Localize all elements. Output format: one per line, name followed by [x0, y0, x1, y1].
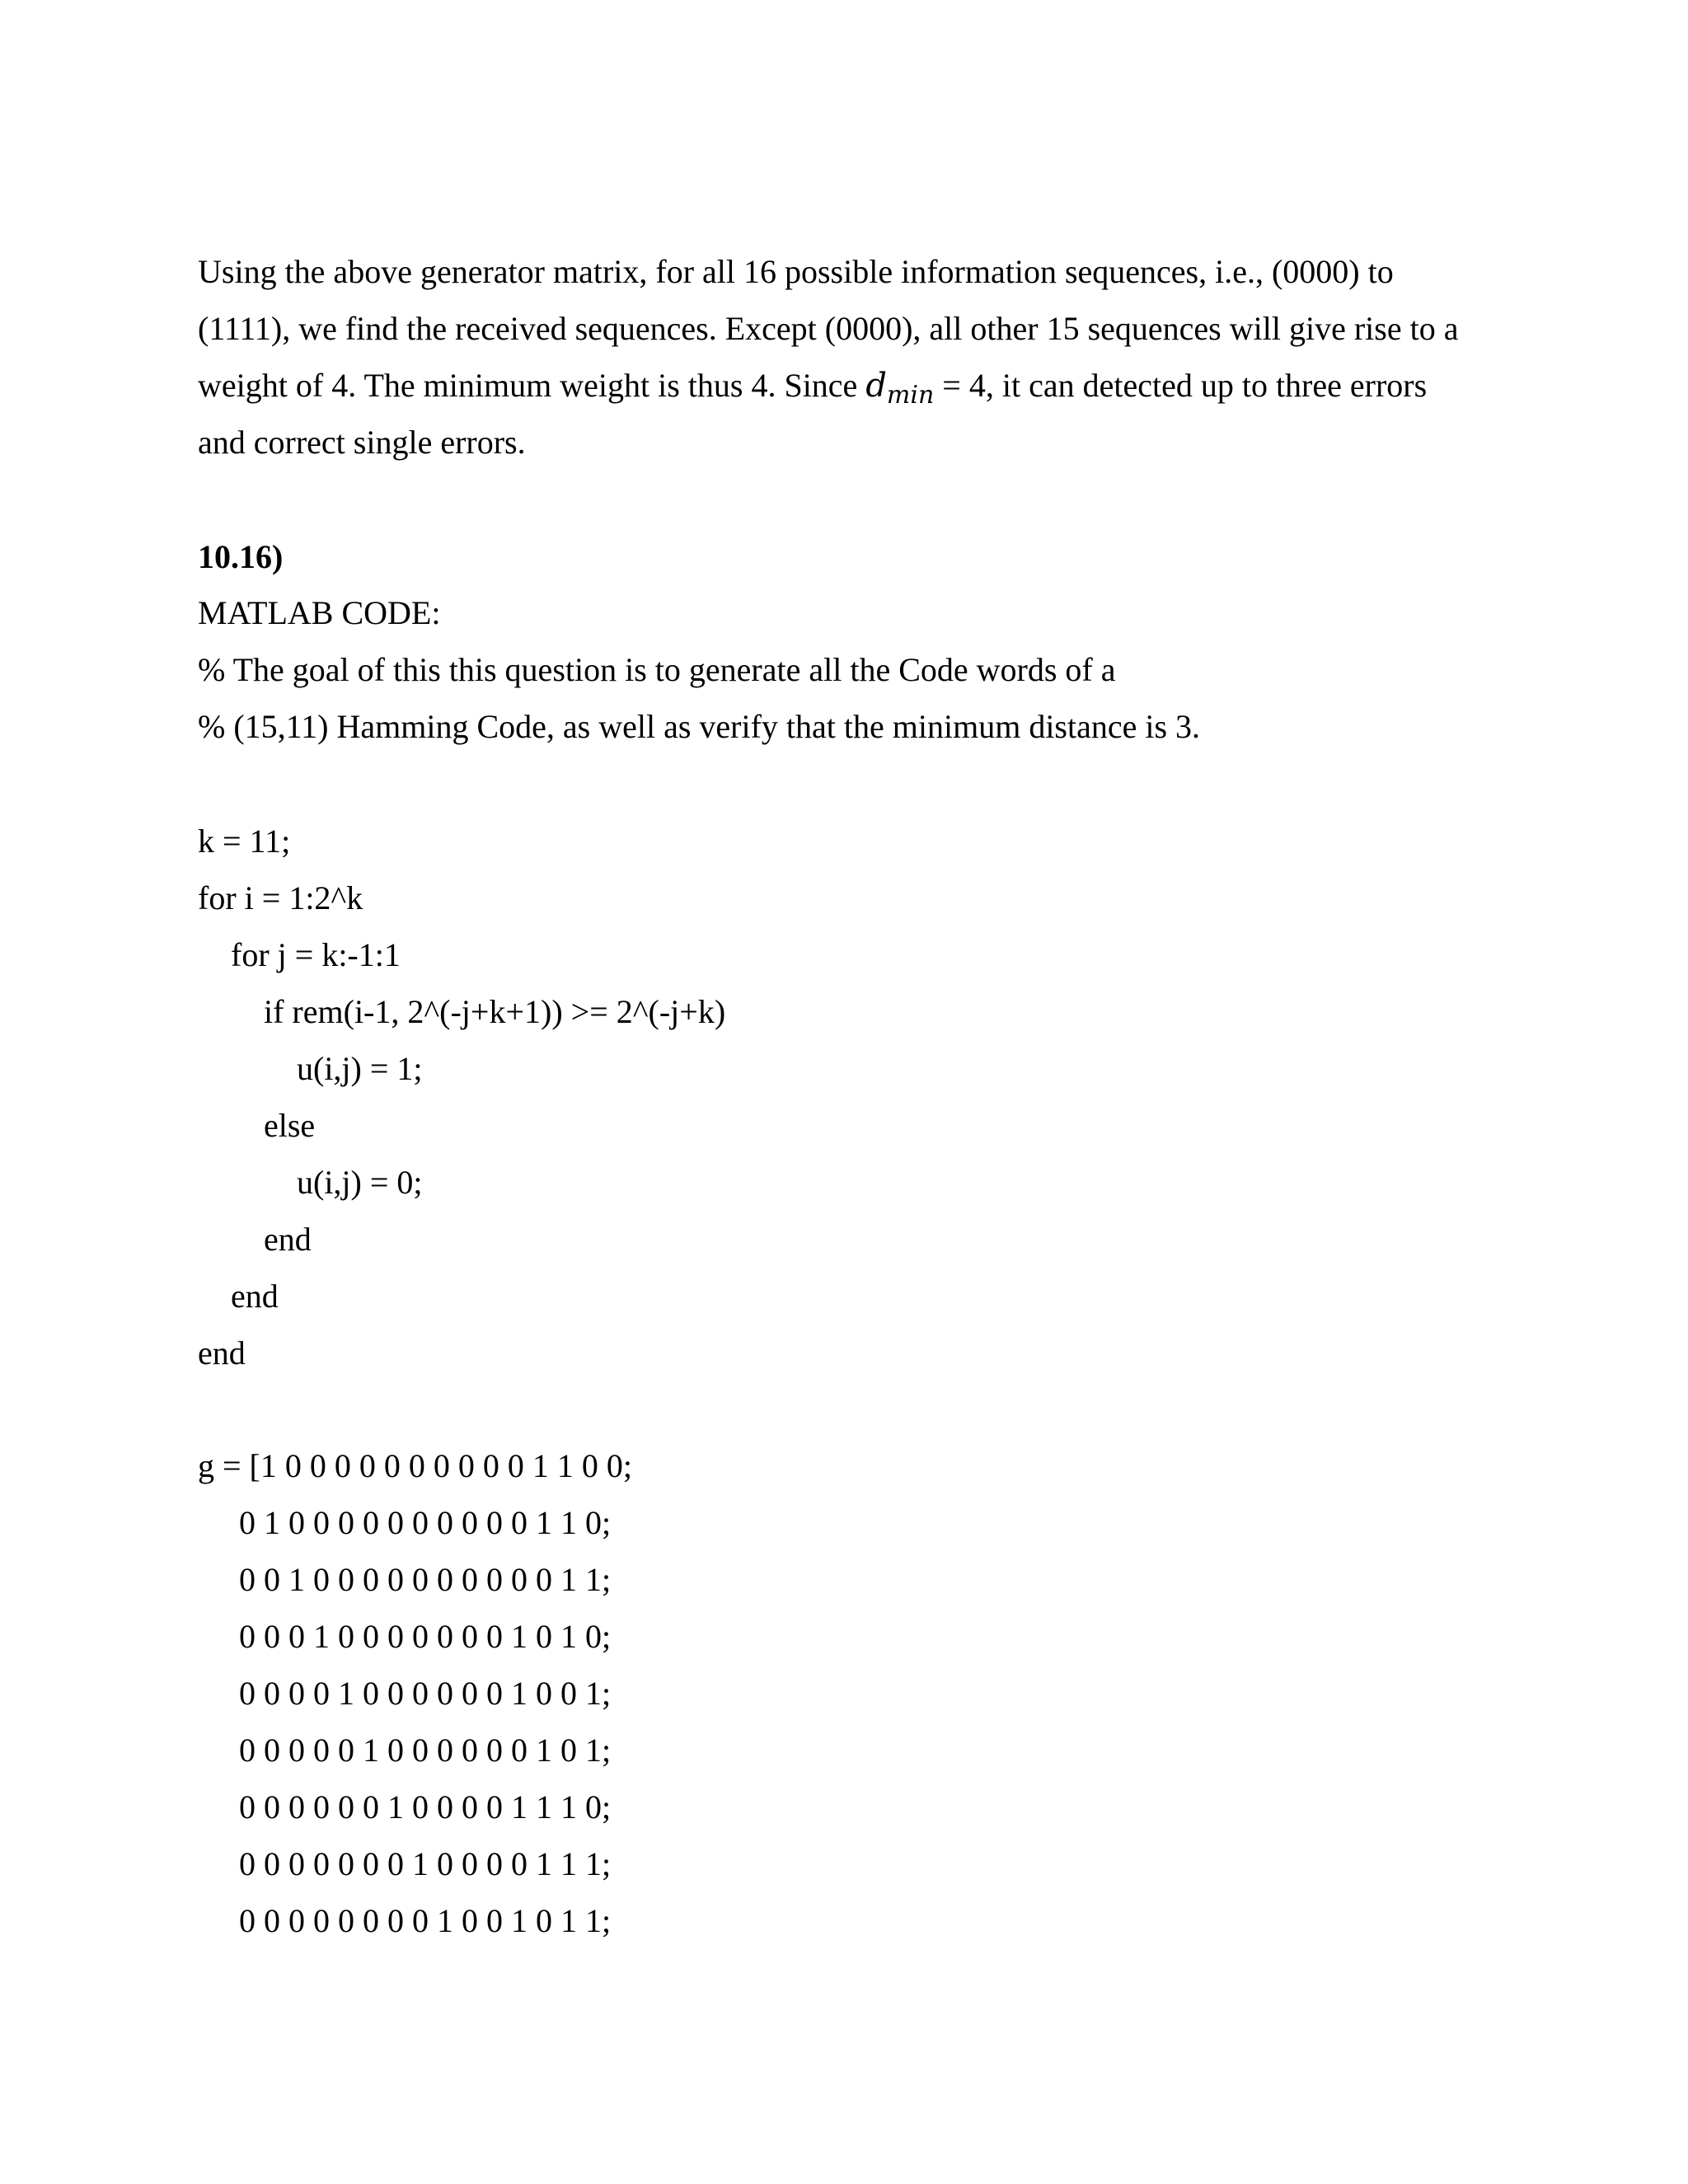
- paragraph-line-2: (1111), we find the received sequences. Except (0000), all other 15 sequences will give rise to a: [198, 310, 1459, 347]
- matrix-row-4: 0 0 0 1 0 0 0 0 0 0 0 1 0 1 0;: [239, 1618, 612, 1655]
- matrix-row-9: 0 0 0 0 0 0 0 0 1 0 0 1 0 1 1;: [239, 1902, 612, 1939]
- code-comment-line-1: % The goal of this this question is to generate all the Code words of a: [198, 651, 1116, 688]
- code-line-3: for j = k:-1:1: [231, 936, 401, 973]
- paragraph-line-3: [198, 366, 1467, 415]
- matlab-heading: MATLAB CODE:: [198, 594, 441, 631]
- code-line-4: if rem(i-1, 2^(-j+k+1)) >= 2^(-j+k): [264, 993, 726, 1030]
- code-line-2: for i = 1:2^k: [198, 879, 363, 916]
- min-subscript: min: [886, 381, 935, 410]
- paragraph-line-3-tail: = 4, it can detected up to three errors: [934, 367, 1428, 404]
- code-line-10: end: [198, 1334, 246, 1371]
- matrix-row-5: 0 0 0 0 1 0 0 0 0 0 0 1 0 0 1;: [239, 1675, 612, 1712]
- code-comment-line-2: % (15,11) Hamming Code, as well as verify that the minimum distance is 3.: [198, 708, 1201, 745]
- matrix-row-7: 0 0 0 0 0 0 1 0 0 0 0 1 1 1 0;: [239, 1788, 612, 1825]
- matrix-row-1: g = [1 0 0 0 0 0 0 0 0 0 0 1 1 0 0;: [198, 1447, 632, 1484]
- code-line-8: end: [264, 1221, 312, 1258]
- d-min-symbol: [865, 367, 935, 410]
- matrix-row-6: 0 0 0 0 0 1 0 0 0 0 0 0 1 0 1;: [239, 1732, 612, 1769]
- code-line-9: end: [231, 1277, 279, 1315]
- matrix-row-8: 0 0 0 0 0 0 0 1 0 0 0 0 1 1 1;: [239, 1845, 612, 1882]
- d-symbol: d: [865, 367, 887, 405]
- matrix-row-2: 0 1 0 0 0 0 0 0 0 0 0 0 1 1 0;: [239, 1504, 612, 1541]
- paragraph-line-3-text: weight of 4. The minimum weight is thus 4. Since: [198, 367, 866, 404]
- paragraph-line-1: Using the above generator matrix, for all 16 possible information sequences, i.e., (0000) to: [198, 253, 1394, 290]
- code-line-1: k = 11;: [198, 823, 291, 860]
- matrix-row-3: 0 0 1 0 0 0 0 0 0 0 0 0 0 1 1;: [239, 1561, 612, 1598]
- section-number: 10.16): [198, 538, 284, 575]
- code-line-7: u(i,j) = 0;: [297, 1164, 423, 1201]
- paragraph-line-4: and correct single errors.: [198, 424, 526, 461]
- code-line-5: u(i,j) = 1;: [297, 1050, 423, 1087]
- code-line-6: else: [264, 1107, 316, 1144]
